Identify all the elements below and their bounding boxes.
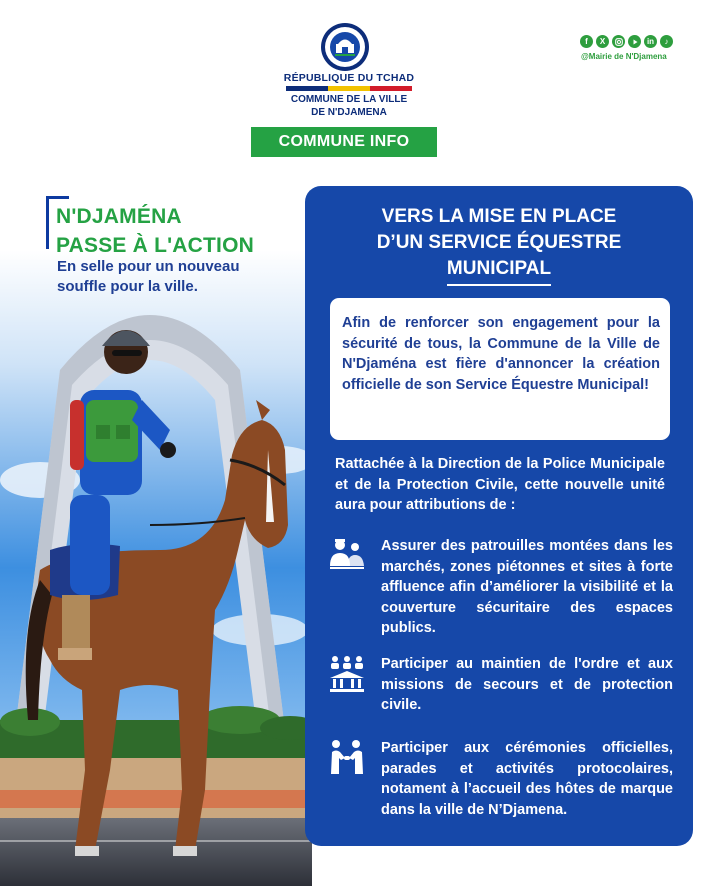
panel-title-line-3: MUNICIPAL	[447, 256, 551, 286]
hero-tagline	[57, 257, 240, 297]
attribution-text-2: Participer au maintien de l'ordre et aux missions de secours et de protection civile.	[381, 656, 673, 713]
hero-photo	[0, 250, 312, 886]
social-icons	[580, 35, 673, 48]
intro-text: Afin de renforcer son engagement pour la sécurité de tous, la Commune de la Ville de N'Djaména est fière d'annoncer la création officielle de son Service Équestre Municipal!	[342, 315, 660, 393]
instagram-icon[interactable]	[612, 35, 625, 48]
commune-info-banner: COMMUNE INFO	[251, 127, 437, 157]
social-handle: @Mairie de N'Djamena	[581, 52, 667, 61]
tagline-line-1: En selle pour un nouveau	[57, 258, 240, 275]
youtube-icon[interactable]	[628, 35, 641, 48]
panel-title	[325, 204, 673, 286]
info-panel	[305, 186, 693, 846]
attachment-text: Rattachée à la Direction de la Police Municipale et de la Protection Civile, cette nouvelle unité aura pour attributions de :	[335, 456, 665, 513]
intro-card	[330, 298, 670, 440]
institution-group-icon	[327, 654, 367, 694]
handshake-ceremony-icon	[327, 738, 367, 778]
panel-title-line-1: VERS LA MISE EN PLACE	[381, 206, 617, 227]
commune-label	[270, 94, 428, 119]
x-icon[interactable]: X	[596, 35, 609, 48]
attribution-text-3: Participer aux cérémonies officielles, parades et activités protocolaires, notament à l’accueil des hôtes de marque dans la ville de N’Djamena.	[381, 740, 673, 818]
city-logo	[320, 22, 370, 72]
hero-headline	[56, 202, 254, 260]
commune-line-1: COMMUNE DE LA VILLE	[290, 94, 408, 105]
flag-stripe	[286, 86, 412, 91]
police-officers-icon	[327, 536, 367, 576]
republique-label: RÉPUBLIQUE DU TCHAD	[283, 72, 415, 84]
panel-title-line-2: D’UN SERVICE ÉQUESTRE	[376, 232, 622, 253]
headline-line-1: N'DJAMÉNA	[56, 205, 182, 228]
facebook-icon[interactable]: f	[580, 35, 593, 48]
linkedin-icon[interactable]: in	[644, 35, 657, 48]
commune-line-2: DE N'DJAMENA	[311, 106, 387, 118]
headline-line-2: PASSE À L'ACTION	[56, 234, 254, 257]
tagline-line-2: souffle pour la ville.	[57, 278, 198, 295]
attribution-text-1: Assurer des patrouilles montées dans les marchés, zones piétonnes et sites à forte affluence afin d’améliorer la visibilité et la couverture sécuritaire des espaces publics.	[381, 538, 673, 636]
tiktok-icon[interactable]: ♪	[660, 35, 673, 48]
